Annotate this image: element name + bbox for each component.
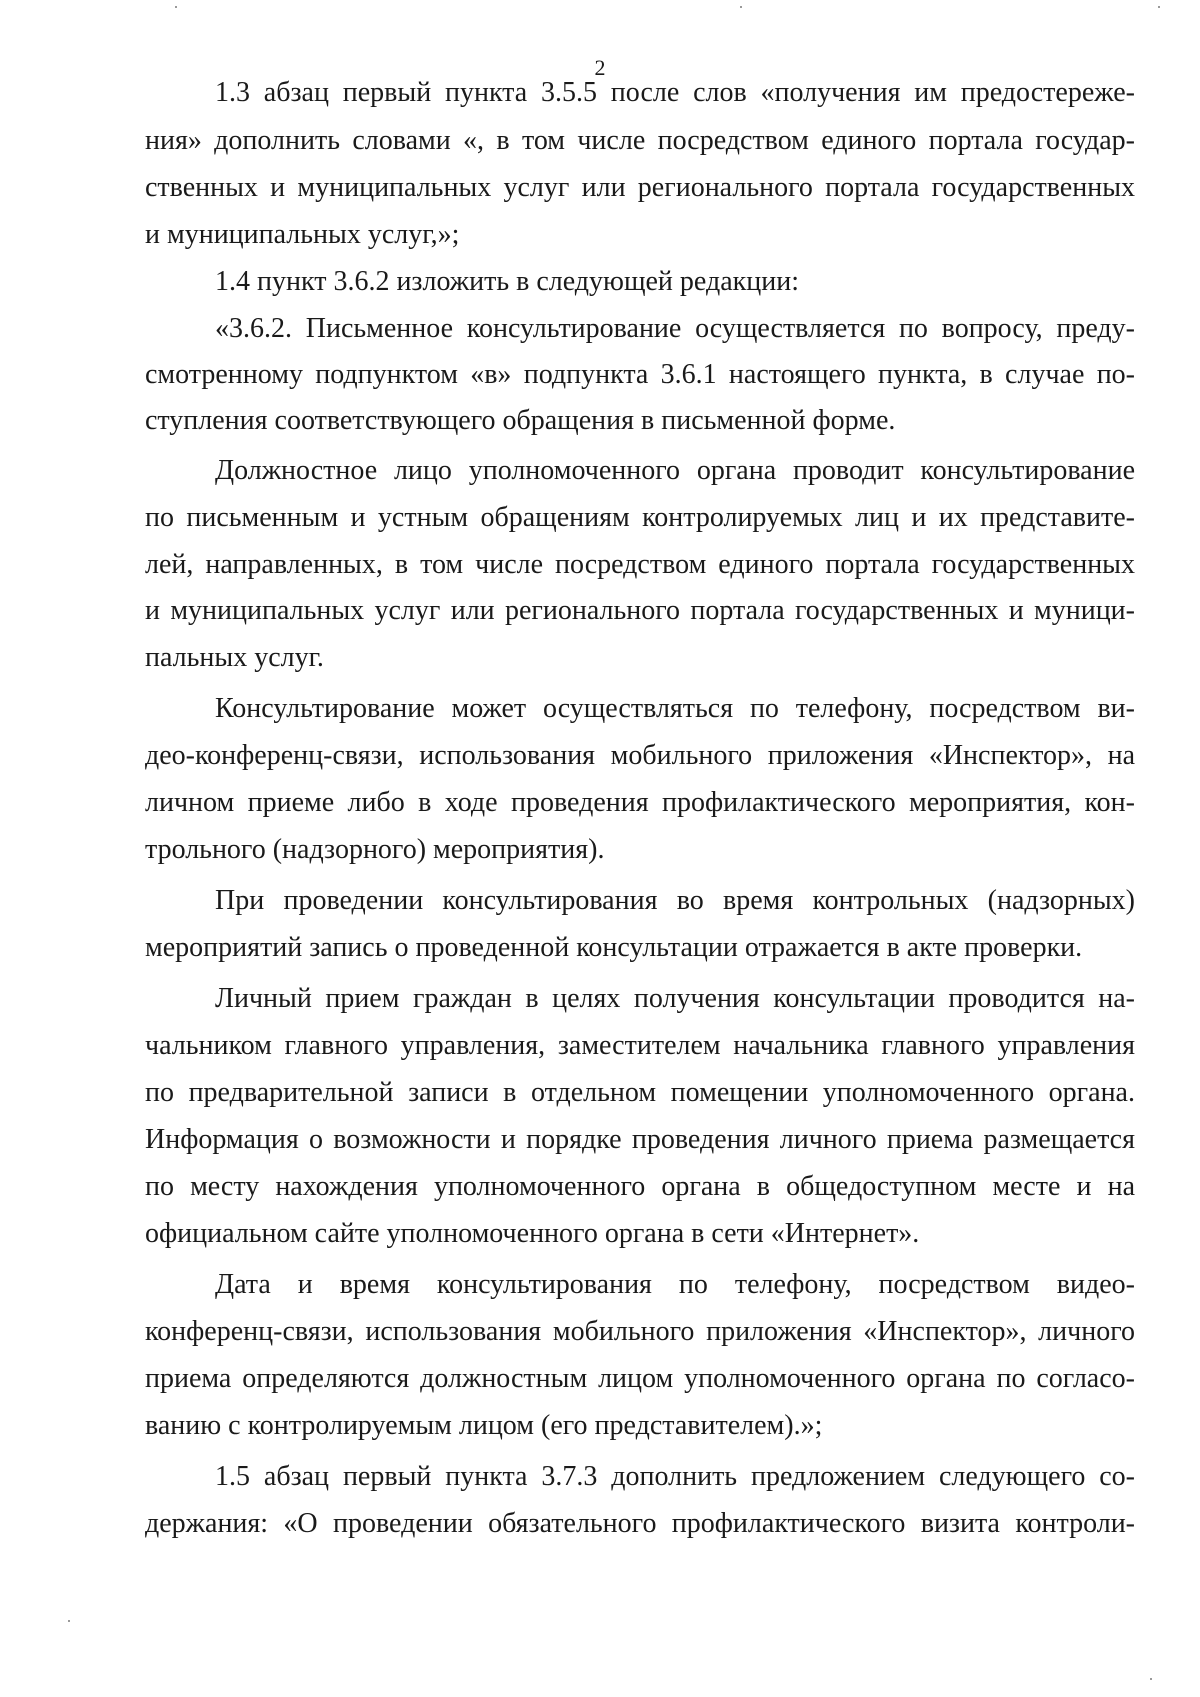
scan-speck xyxy=(1150,1678,1152,1680)
text-line: Консультирование может осуществляться по телефону, посредством ви- xyxy=(215,693,1135,724)
text-line: пальных услуг. xyxy=(145,642,324,673)
text-line: лей, направленных, в том числе посредством единого портала государственных xyxy=(145,549,1135,580)
scan-speck xyxy=(175,6,177,8)
text-line: «3.6.2. Письменное консультирование осуществляется по вопросу, преду- xyxy=(215,313,1135,344)
text-line: по месту нахождения уполномоченного органа в общедоступном месте и на xyxy=(145,1171,1135,1202)
text-line: При проведении консультирования во время контрольных (надзорных) xyxy=(215,885,1135,916)
text-line: ственных и муниципальных услуг или регионального портала государственных xyxy=(145,172,1135,203)
text-line: Личный прием граждан в целях получения консультации проводится на- xyxy=(215,983,1135,1014)
text-line: 1.4 пункт 3.6.2 изложить в следующей редакции: xyxy=(215,266,799,297)
text-line: ния» дополнить словами «, в том числе посредством единого портала государ- xyxy=(145,125,1135,156)
text-line: 1.3 абзац первый пункта 3.5.5 после слов «получения им предостереже- xyxy=(215,77,1135,108)
text-line: Должностное лицо уполномоченного органа проводит консультирование xyxy=(215,455,1135,486)
text-line: конференц-связи, использования мобильного приложения «Инспектор», личного xyxy=(145,1316,1135,1347)
text-line: по предварительной записи в отдельном помещении уполномоченного органа. xyxy=(145,1077,1135,1108)
text-line: приема определяются должностным лицом уполномоченного органа по согласо- xyxy=(145,1363,1135,1394)
text-line: део-конференц-связи, использования мобильного приложения «Инспектор», на xyxy=(145,740,1135,771)
text-line: личном приеме либо в ходе проведения профилактического мероприятия, кон- xyxy=(145,787,1135,818)
text-line: Дата и время консультирования по телефону, посредством видео- xyxy=(215,1269,1135,1300)
text-line: ступления соответствующего обращения в письменной форме. xyxy=(145,405,896,436)
text-line: Информация о возможности и порядке проведения личного приема размещается xyxy=(145,1124,1135,1155)
text-line: держания: «О проведении обязательного профилактического визита контроли- xyxy=(145,1508,1135,1539)
page-number: 2 xyxy=(594,55,606,80)
text-line: 1.5 абзац первый пункта 3.7.3 дополнить предложением следующего со- xyxy=(215,1461,1135,1492)
text-line: и муниципальных услуг,»; xyxy=(145,219,460,250)
text-line: смотренному подпунктом «в» подпункта 3.6.1 настоящего пункта, в случае по- xyxy=(145,359,1135,390)
text-line: официальном сайте уполномоченного органа в сети «Интернет». xyxy=(145,1218,920,1249)
text-line: ванию с контролируемым лицом (его представителем).»; xyxy=(145,1410,823,1441)
scan-speck xyxy=(1158,6,1160,8)
text-line: по письменным и устным обращениям контролируемых лиц и их представите- xyxy=(145,502,1135,533)
text-line: трольного (надзорного) мероприятия). xyxy=(145,834,605,865)
text-line: мероприятий запись о проведенной консультации отражается в акте проверки. xyxy=(145,932,1083,963)
text-line: и муниципальных услуг или регионального портала государственных и муници- xyxy=(145,595,1135,626)
scan-speck xyxy=(740,6,742,8)
text-line: чальником главного управления, заместителем начальника главного управления xyxy=(145,1030,1135,1061)
scan-speck xyxy=(68,1620,70,1622)
